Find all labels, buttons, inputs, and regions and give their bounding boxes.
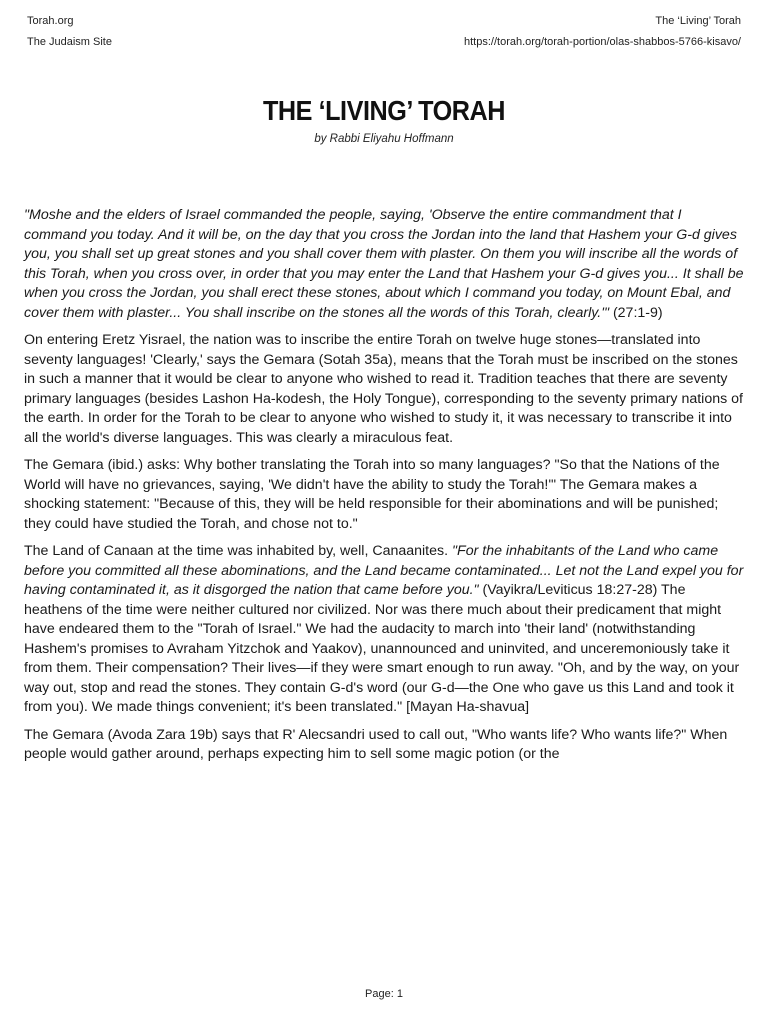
paragraph: The Gemara (Avoda Zara 19b) says that R' Alecsandri used to call out, "Who wants life? Who wants life?" When people would gather around, perhaps expecting him to sell some magic potion (or the [24, 726, 728, 762]
header-url[interactable]: https://torah.org/torah-portion/olas-shabbos-5766-kisavo/ [464, 36, 741, 48]
quote-text: "Moshe and the elders of Israel commanded the people, saying, 'Observe the entire commandment that I command you today. And it will be, on the day that you cross the Jordan into the land that Hashem your G-d gives you, you shall set up great stones and you shall cover them with plaster. On them you will inscribe all the words of this Torah, when you cross over, in order that you may enter the Land that Hashem your G-d gives you... It shall be when you cross the Jordan, you shall erect these stones, about which I command you today, on Mount Ebal, and cover them with plaster... You shall inscribe on the stones all the words of this Torah, clearly.'" [24, 207, 744, 321]
page-title: THE ‘LIVING’ TORAH [262, 95, 506, 126]
verse-reference: (27:1-9) [609, 304, 663, 321]
header-article-title: The ‘Living’ Torah [655, 15, 741, 27]
header-tagline: The Judaism Site [27, 36, 112, 48]
page-number: Page: 1 [365, 988, 403, 1000]
quote-text: "For the inhabitants of the Land who came before you committed all these abominations, and the Land became contaminated... Let not the Land expel you for having contaminated it, as it disgorged the nation that came before you." [24, 543, 744, 598]
paragraph-text: (Vayikra/Leviticus 18:27-28) The heathens of the time were neither cultured nor civilized. Nor was there much about their predicament that might have endeared them to the "Torah of Israel." We had the audacity to march into 'their land' (notwithstanding Hashem's promises to Avraham Yitzchok and Yaakov), unannounced and uninvited, and unceremoniously take it from them. Their compensation? Their lives—if they were smart enough to run away. "Oh, and by the way, on your way out, stop and read the stones. They contain G-d's word (our G-d—the One who gave us this Land and took it from you). We made things convenient; it's been translated." [Mayan Ha-shavua] [24, 582, 740, 715]
paragraph: On entering Eretz Yisrael, the nation was to inscribe the entire Torah on twelve huge stones—translated into seventy languages! 'Clearly,' says the Gemara (Sotah 35a), means that the Torah must be inscribed on the stones in such a manner that it would be clear to anyone who wished to read it. Tradition teaches that there are seventy primary languages (besides Lashon Ha-kodesh, the Holy Tongue), corresponding to the seventy primary nations of the earth. In order for the Torah to be clear to anyone who wished to study it, it was necessary to transcribe it into all the world's diverse languages. This was clearly a miraculous feat. [24, 332, 743, 446]
byline: by Rabbi Eliyahu Hoffmann [314, 133, 454, 145]
paragraph-text: The Land of Canaan at the time was inhabited by, well, Canaanites. [24, 543, 452, 559]
article-body [24, 206, 745, 773]
paragraph [24, 542, 745, 718]
header-site: Torah.org [27, 15, 74, 27]
paragraph [24, 206, 745, 323]
paragraph: The Gemara (ibid.) asks: Why bother translating the Torah into so many languages? "So that the Nations of the World will have no grievances, saying, 'We didn't have the ability to study the Torah!'" The Gemara makes a shocking statement: "Because of this, they will be held responsible for their abominations and will be punished; they could have studied the Torah, and chose not to." [24, 457, 720, 532]
